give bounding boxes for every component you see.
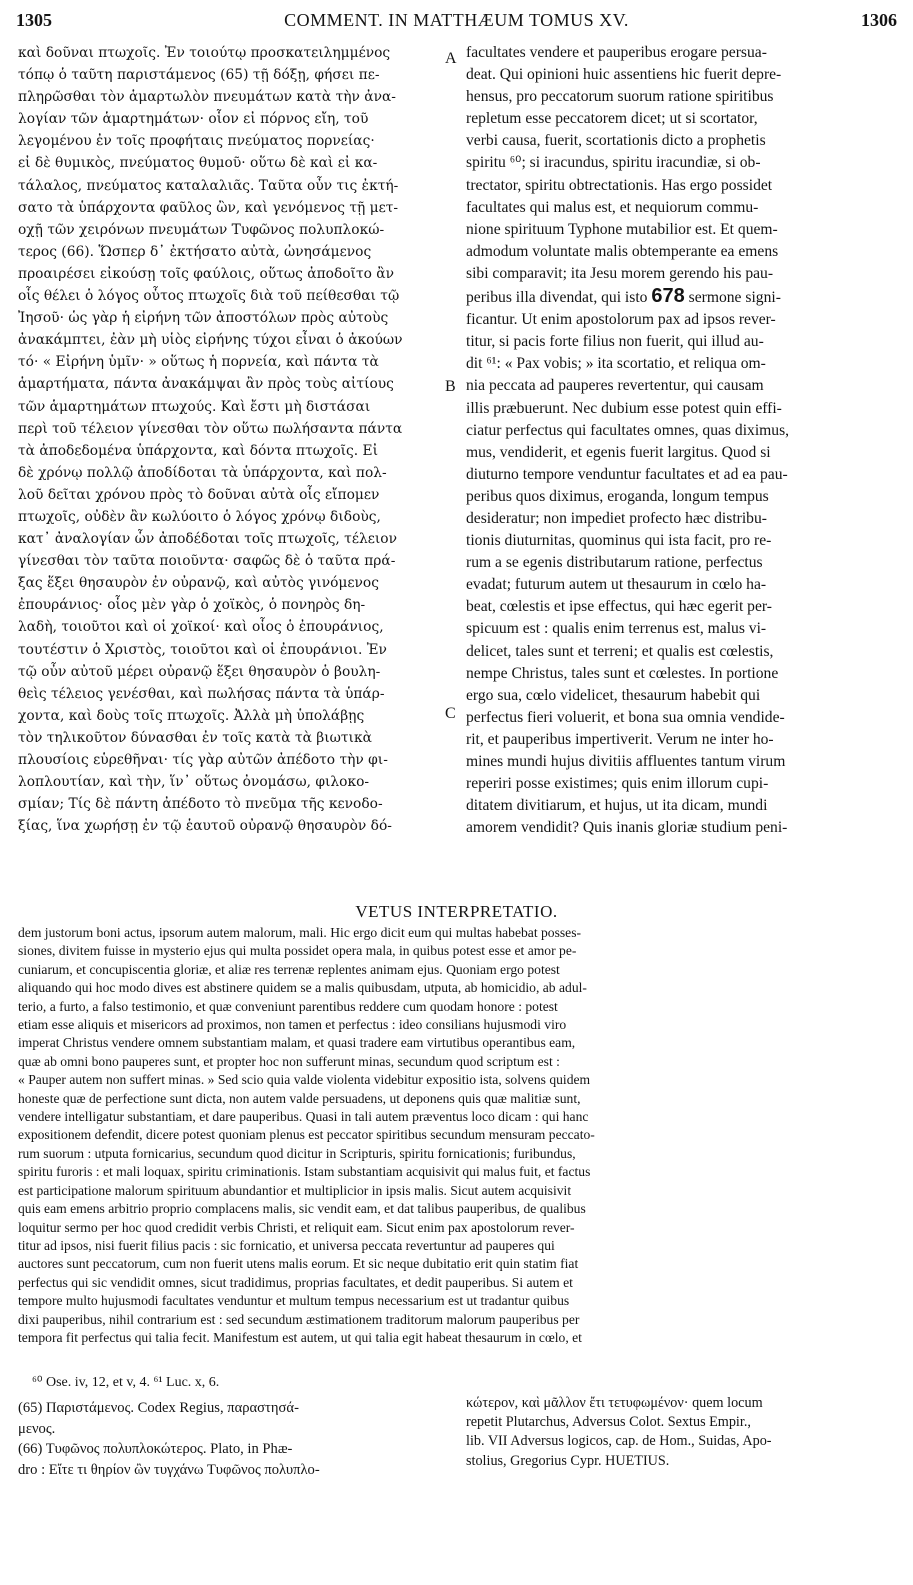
vetus-text-line: quis eam emens arbitrio proprio complacens malis, sic vendit eam, et dat talibus pauperibus, de qualibus	[18, 1201, 586, 1217]
editor-notes-right	[466, 1394, 898, 1471]
greek-text-line: ἀνακάμπτει, ἐὰν μὴ υἱὸς εἰρήνης τύχοι εἶναι ὁ ἀκούων	[18, 332, 403, 349]
vetus-text-line: perfectus qui sic vendidit omnes, sicut tradidimus, proprias facultates, et dedit pauperibus. Si autem et	[18, 1274, 573, 1290]
greek-text-line: θεὶς τέλειος γενέσθαι, καὶ πωλήσας πάντα τὰ ὑπάρ-	[18, 685, 385, 702]
greek-text-line: λογίαν τῶν ἁμαρτημάτων· οἷον εἰ πόρνος εἴη, τοῦ	[18, 111, 369, 128]
latin-text-line: diuturno tempore venduntur facultates et ad ea pau-	[466, 465, 788, 483]
greek-text-line: τῷ οὖν αὐτοῦ μέρει οὐρανῷ ἕξει θησαυρὸν ὁ βουλη-	[18, 663, 381, 680]
vetus-text-line: terio, a furto, a falso testimonio, et quæ conveniunt parentibus reddere cum quodam honore : potest	[18, 998, 558, 1014]
editor-note-line: stolius, Gregorius Cypr. HUETIUS.	[466, 1452, 670, 1469]
latin-text-line: sibi comparavit; ita Jesu morem gerendo his pau-	[466, 264, 774, 282]
vetus-text-line: quæ ab omni bono pauperes sunt, et propter hoc non sufferunt minas, secundum quod scriptum est :	[18, 1053, 560, 1069]
latin-text-line: ciatur perfectus qui facultates omnes, quas diximus,	[466, 421, 790, 439]
greek-text-line: Ἰησοῦ· ὡς γὰρ ἡ εἰρήνη τῶν ἀποστόλων πρὸς αὐτοὺς	[18, 310, 389, 327]
greek-text-line: δὲ χρόνῳ πολλῷ ἀποδίδοται τὰ ὑπάρχοντα, καὶ πολ-	[18, 464, 387, 481]
latin-text-line: dit ⁶¹: « Pax vobis; » ita scortatio, et reliqua om-	[466, 355, 766, 373]
editor-note-line: μενος.	[18, 1420, 56, 1437]
page-number-left: 1305	[16, 10, 52, 30]
vetus-text-line: siones, divitem fuisse in mysterio ejus qui multa possidet opera mala, in quibus potest esse et amor pe-	[18, 943, 577, 959]
greek-text-line: προαιρέσει εἰκούσῃ τοῖς φαύλοις, οὕτως ἀποδοῖτο ἂν	[18, 265, 394, 282]
greek-text-line: ξας ἕξει θησαυρὸν ἐν οὐρανῷ, καὶ αὐτὸς γινόμενος	[18, 575, 379, 592]
latin-text-line: mines mundi hujus divitiis affluentes tantum virum	[466, 753, 786, 770]
editor-note-line: lib. VII Adversus logicos, cap. de Hom., Suidas, Apo-	[466, 1433, 772, 1450]
greek-text-line: ἁμαρτήματα, πάντα ἀνακάμψαι ἂν πρὸς τοὺς αἰτίους	[18, 376, 394, 393]
latin-text-line: nempe Christus, tales sunt et cœlestes. In portione	[466, 664, 779, 682]
latin-text-line: repletum esse peccatorem dicet; ut si scortator,	[466, 110, 758, 128]
editor-notes-left	[18, 1398, 438, 1480]
latin-text-line: nia peccata ad pauperes revertentur, qui causam	[466, 377, 764, 395]
greek-text-line: λαδὴ, τοιοῦτοι καὶ οἱ χοϊκοί· καὶ οἷος ὁ ἐπουράνιος,	[18, 619, 384, 636]
greek-text-line: σμίαν; Τίς δὲ πάντη ἀπέδοτο τὸ πνεῦμα τῆς κενοδο-	[18, 796, 383, 813]
greek-text-line: τουτέστιν ὁ Χριστὸς, τοιοῦτοι καὶ οἱ ἐπουράνιοι. Ἐν	[18, 641, 387, 658]
latin-text-line: perfectus fieri voluerit, et bona sua omnia vendide-	[466, 708, 785, 726]
greek-text-line: σατο τὰ ὑπάρχοντα φαῦλος ὢν, καὶ γενόμενος τῇ μετ-	[18, 199, 399, 216]
latin-text-line: peribus illa divendat, qui isto 678 sermone signi-	[466, 285, 781, 308]
greek-text-line: λοῦ δεῖται χρόνου πρὸς τὸ δοῦναι αὐτὰ οἷς εἴπομεν	[18, 486, 380, 503]
greek-text-line: οἷς θέλει ὁ λόγος οὗτος πτωχοῖς διὰ τοῦ πείθεσθαι τῷ	[18, 288, 400, 305]
greek-text-line: περὶ τοῦ τέλειον γίνεσθαι τὸν οὕτω πωλήσαντα πάντα	[18, 420, 403, 437]
latin-text-line: peribus quos diximus, eroganda, longum tempus	[466, 487, 769, 505]
latin-text-line: hensus, pro peccatorum suorum ratione spiritibus	[466, 88, 774, 106]
latin-text-line: spicuum est : qualis enim terrenus est, malus vi-	[466, 620, 767, 638]
greek-text-line: πλουσίοις εὑρεθῆναι· τίς γὰρ αὐτῶν ἀπέδοτο τὴν φι-	[18, 752, 388, 768]
margin-marker-b: B	[445, 378, 456, 395]
latin-text-line: tionis diuturnitas, quominus qui ista facit, pro re-	[466, 532, 772, 550]
vetus-text-line: etiam esse aliquis et misericors ad proximos, non tamen et perfectus : ideo consilians hujusmodi viro	[18, 1017, 567, 1033]
running-title: COMMENT. IN MATTHÆUM TOMUS XV.	[284, 10, 629, 30]
vetus-text-line: honeste quæ de perfectione sunt dicta, non autem valde persuadens, ut deponens quis quæ malitiæ sunt,	[18, 1090, 581, 1106]
latin-text-line: spiritu ⁶⁰; si iracundus, spiritu iracundiæ, si ob-	[466, 154, 761, 172]
latin-text-line: beat, cœlestis et ipse effectus, qui hæc egerit per-	[466, 598, 772, 616]
vetus-text-line: imperat Christus vendere omnem substantiam malam, et quasi tradere eam virtutibus operantibus eam,	[18, 1035, 576, 1051]
latin-text-line: verbi causa, fuerit, scortationis dicto a prophetis	[466, 132, 766, 150]
latin-text-line: desideratur; non impediet profecto hæc distribu-	[466, 509, 767, 527]
vetus-text-line: « Pauper autem non suffert minas. » Sed scio quia valde violenta videbitur expositio ista, solvens quidem	[18, 1072, 591, 1088]
greek-text-line: εἰ δὲ θυμικὸς, πνεύματος θυμοῦ· οὕτω δὲ καὶ εἰ κα-	[18, 155, 378, 172]
editor-note-line: dro : Εἴτε τι θηρίον ὢν τυγχάνω Τυφῶνος πολυπλο-	[18, 1461, 320, 1478]
latin-text-line: amorem vendidit? Quis inanis gloriæ studium peni-	[466, 819, 788, 837]
latin-text-line: reperiri posse existimes; quis enim illorum cupi-	[466, 775, 769, 793]
page-number-right: 1306	[861, 10, 897, 30]
vetus-text-line: rum suorum : utputa fornicarius, secundum quod dicitur in Scripturis, spiritu fornicationis; furibundus,	[18, 1145, 576, 1161]
section-title: VETUS INTERPRETATIO.	[355, 902, 558, 921]
greek-text-line: τῶν ἁμαρτημάτων πτωχούς. Καὶ ἔστι μὴ διστάσαι	[18, 398, 371, 415]
greek-text-column	[18, 42, 438, 837]
latin-text-line: facultates qui malus est, et nequiorum commu-	[466, 198, 759, 216]
latin-text-line: deat. Qui opinioni huic assentiens hic fuerit depre-	[466, 66, 782, 84]
vetus-interpretatio-text	[18, 924, 896, 1347]
latin-text-line: admodum voluntate malis obtemperante ea emens	[466, 242, 779, 260]
latin-text-line: mus, vendiderit, et egenis fuerit largitus. Quod si	[466, 443, 771, 461]
vetus-text-line: auctores sunt peccatorum, cum non fuerit utens malis eorum. Et sic neque dubitatio erit quin statim fiat	[18, 1256, 579, 1272]
margin-marker-c: C	[445, 705, 456, 722]
greek-text-line: τάλαλος, πνεύματος καταλαλιᾶς. Ταῦτα οὖν τις ἐκτή-	[18, 177, 399, 194]
margin-marker-a: A	[445, 50, 457, 67]
vetus-text-line: loquitur sermo per hoc quod credidit verbis Christi, et reliquit eam. Sicut enim pax apostolorum rever-	[18, 1219, 575, 1235]
latin-text-line: trectator, spiritu obtrectationis. Has ergo possidet	[466, 176, 773, 194]
greek-text-line: πτωχοῖς, οὐδὲν ἂν κωλύοιτο ὁ λόγος χρόνῳ διδοὺς,	[18, 508, 381, 525]
latin-text-line: rit, et pauperibus impertiverit. Verum ne inter ho-	[466, 730, 774, 748]
vetus-text-line: dixi pauperibus, nihil contrarium est : sed secundum æstimationem traditorum malorum pauperibus per	[18, 1311, 580, 1327]
greek-text-line: τό· « Εἰρήνη ὑμῖν· » οὕτως ἡ πορνεία, καὶ πάντα τὰ	[18, 354, 379, 371]
latin-translation-column	[466, 42, 898, 839]
vetus-text-line: aliquando qui hoc modo dives est abstinere quidem se a malis quibusdam, utputa, ab homicidio, ab adul-	[18, 980, 587, 996]
latin-text-line: evadat; futurum autem ut thesaurum in cœlo ha-	[466, 576, 767, 594]
vetus-text-line: est participatione malorum spirituum abundantior et multiplicior in ipsis malis. Sicut autem acquisivit	[18, 1182, 572, 1198]
greek-text-line: τὰ ἀποδεδομένα ὑπάρχοντα, καὶ δόντα πτωχοῖς. Εἰ	[18, 442, 379, 459]
editor-note-line: (66) Τυφῶνος πολυπλοκώτερος. Plato, in Phæ-	[18, 1441, 293, 1457]
running-header	[16, 10, 897, 38]
latin-text-line: delicet, tales sunt et terreni; et qualis est cœlestis,	[466, 642, 774, 660]
latin-text-line: titur, si pacis forte filius non fuerit, qui illud au-	[466, 333, 764, 351]
latin-text-line: nione spirituum Typhone mutabilior est. Et quem-	[466, 220, 778, 238]
latin-text-line: illis præbuerunt. Nec dubium esse potest quin effi-	[466, 399, 782, 417]
greek-text-line: γίνεσθαι τὸν ταῦτα ποιοῦντα· σαφῶς δὲ ὁ ταῦτα πρά-	[18, 553, 396, 570]
vetus-text-line: cuniarum, et concupiscentia gloriæ, et aliæ res terrenæ replentes animam ejus. Quoniam ergo potest	[18, 961, 560, 977]
vetus-text-line: titur ad ipsos, nisi fuerit filius pacis : sic fornicatio, et universa peccata revertuntur ad pauperes qui	[18, 1237, 555, 1253]
latin-text-line: ditatem divitiarum, et hujus, ut ita dicam, mundi	[466, 797, 768, 815]
greek-text-line: ἐπουράνιος· οἷος μὲν γὰρ ὁ χοϊκὸς, ὁ πονηρὸς δη-	[18, 597, 366, 614]
vetus-text-line: expositionem defendit, dicere potest quoniam plenus est peccator spiritibus secundum mensuram peccato-	[18, 1127, 595, 1143]
greek-text-line: οχῇ τῶν χειρόνων πνευμάτων Τυφῶνος πολυπλοκώ-	[18, 221, 385, 238]
latin-text-line: facultates vendere et pauperibus erogare persua-	[466, 44, 767, 61]
greek-text-line: λοπλουτίαν, καὶ τὴν, ἵν᾽ οὕτως ὀνομάσω, φιλοκο-	[18, 774, 370, 791]
greek-text-line: πληρῶσθαι τὸν ἁμαρτωλὸν πνευμάτων κατὰ τὴν ἀνα-	[18, 89, 396, 106]
scripture-footnotes: ⁶⁰ Ose. iv, 12, et v, 4. ⁶¹ Luc. x, 6.	[32, 1375, 220, 1390]
greek-text-line: καὶ δοῦναι πτωχοῖς. Ἐν τοιούτῳ προσκατειλημμένος	[18, 45, 391, 61]
greek-text-line: τόπῳ ὁ ταῦτη παριστάμενος (65) τῇ δόξῃ, φήσει πε-	[18, 67, 380, 84]
greek-text-line: τερος (66). Ὥσπερ δ᾽ ἐκτήσατο αὐτὰ, ὠνησάμενος	[18, 243, 372, 260]
vetus-text-line: dem justorum boni actus, ipsorum autem malorum, mali. Hic ergo dicit eum qui multas habebat posses-	[18, 925, 582, 940]
latin-text-line: ficantur. Ut enim apostolorum pax ad ipsos rever-	[466, 311, 776, 329]
vetus-text-line: spiritu furoris : et mali loquax, spiritu criminationis. Istam substantiam acquisivit qui malus fuit, et factus	[18, 1164, 591, 1180]
greek-text-line: λεγομένου ἐν τοῖς προφήταις πνεύματος πορνείας·	[18, 133, 375, 150]
greek-text-line: ξίας, ἵνα χωρήσῃ ἐν τῷ ἑαυτοῦ οὐρανῷ θησαυρὸν δό-	[18, 818, 392, 835]
greek-text-line: κατ᾽ ἀναλογίαν ὧν ἀποδέδοται τοῖς πτωχοῖς, τέλειον	[18, 531, 397, 548]
latin-text-line: ergo sua, cœlo videlicet, thesaurum habebit qui	[466, 686, 761, 704]
vetus-text-line: tempore multo hujusmodi facultates venduntur et multum tempus necessarium est ut tradantur quibus	[18, 1293, 570, 1309]
latin-text-fragment: sermone signi-	[684, 289, 781, 307]
vetus-text-line: vendere intelligatur substantiam, et dare pauperibus. Quasi in tali autem præventus loco dicam : qui hanc	[18, 1109, 589, 1125]
greek-text-line: τὸν τηλικοῦτον δύνασθαι ἐν τοῖς κατὰ τὰ βιωτικὰ	[18, 729, 372, 746]
vetus-text-line: tempora fit perfectus qui talia fecit. Manifestum est autem, ut qui talia egit habeat thesaurum in cœlo, et	[18, 1329, 582, 1345]
editor-note-line: (65) Παριστάμενος. Codex Regius, παραστησά-	[18, 1400, 299, 1416]
latin-text-line: rum a se egenis distributarum ratione, perfectus	[466, 554, 763, 572]
editor-note-line: κώτερον, καὶ μᾶλλον ἔτι τετυφωμένον· quem locum	[466, 1395, 763, 1411]
editor-note-line: repetit Plutarchus, Adversus Colot. Sextus Empir.,	[466, 1414, 751, 1431]
page-reference-number: 678	[651, 285, 685, 308]
greek-text-line: χοντα, καὶ δοὺς τοῖς πτωχοῖς. Ἀλλὰ μὴ ὑπολάβῃς	[18, 707, 365, 724]
